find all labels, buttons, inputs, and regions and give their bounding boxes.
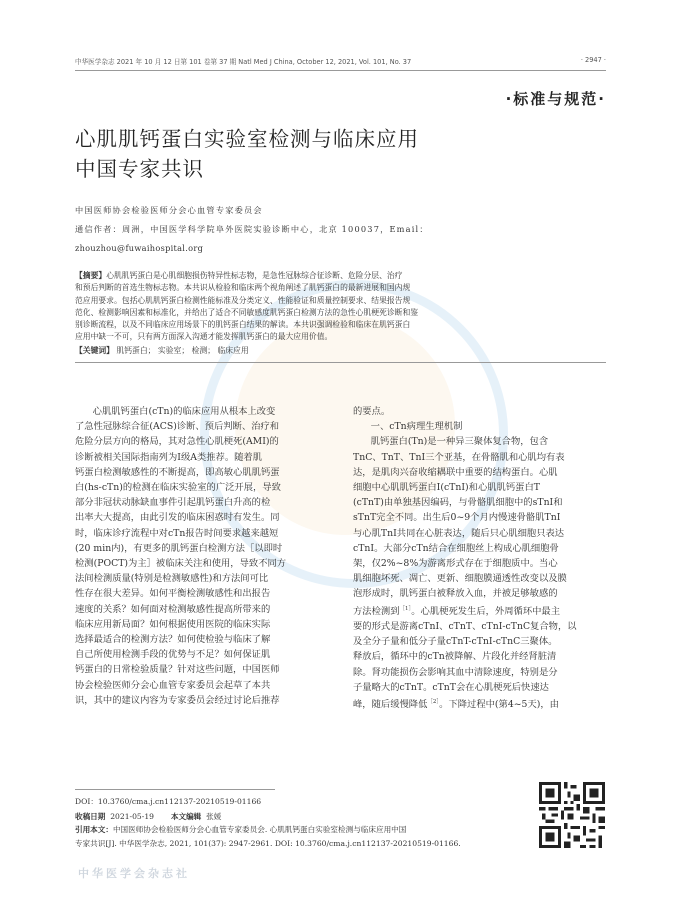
body-line: 钙蛋白的日常检验质量？针对这些问题，中国医师 xyxy=(75,664,280,676)
body-line: 性存在很大差异。如何平衡检测敏感性和出报告 xyxy=(75,588,271,600)
body-line: 危险分层方向的格局，其对急性心肌梗死(AMI)的 xyxy=(75,436,279,448)
article-title-line2: 中国专家共识 xyxy=(75,157,204,181)
body-line: 要的形式是游离cTnI、cTnT、cTnI-cTnC复合物，以 xyxy=(353,620,577,632)
body-line: 达，是肌肉兴奋收缩耦联中重要的结构蛋白。心肌 xyxy=(353,466,558,478)
abstract-line: 和预后判断的首选生物标志物。本共识从检验和临床两个视角阐述了肌钙蛋白的最新进展和国内规 xyxy=(75,283,411,293)
qr-code[interactable] xyxy=(539,782,605,848)
body-line: 了急性冠脉综合征(ACS)诊断、预后判断、治疗和 xyxy=(75,421,280,433)
body-line: 细胞中心肌肌钙蛋白I(cTnI)和心肌肌钙蛋白T xyxy=(353,482,540,494)
editor-label: 本文编辑 xyxy=(170,812,202,821)
body-line: 识，其中的建议内容为专家委员会经过讨论后推荐 xyxy=(75,694,280,706)
body-line: 白(hs-cTn)的检测在临床实验室的广泛开展，导致 xyxy=(75,482,281,494)
publisher-logo: 中华医学会杂志社 xyxy=(78,867,190,880)
body-line: 钙蛋白检测敏感性的不断提高，即高敏心肌肌钙蛋 xyxy=(75,466,280,478)
body-line: 检测(POCT)为主］被临床关注和使用，导致不同方 xyxy=(75,558,287,570)
body-line: 肌细胞坏死、凋亡、更新、细胞膜通透性改变以及膜 xyxy=(353,573,567,585)
body-line: 部分非冠状动脉缺血事件引起肌钙蛋白升高的检 xyxy=(75,497,271,509)
body-line: (20 min内)，有更多的肌钙蛋白检测方法［以即时 xyxy=(75,542,283,554)
body-line: 自己所使用检测手段的优势与不足？如何保证肌 xyxy=(75,649,271,661)
body-line: cTnI。大部分cTn结合在细胞丝上构成心肌细胞骨 xyxy=(353,542,559,554)
citation-ref[interactable]: ［1］ xyxy=(399,605,412,612)
abstract xyxy=(75,270,606,344)
article-title-line1: 心肌肌钙蛋白实验室检测与临床应用 xyxy=(75,127,419,151)
body-line: 子量略大的cTnT。cTnT会在心肌梗死后快速达 xyxy=(353,681,549,693)
keywords-list: 肌钙蛋白； 实验室； 检测； 临床应用 xyxy=(116,346,249,355)
abstract-rule xyxy=(75,362,606,363)
abstract-line: 范化、检测影响因素和标准化，并给出了适合不同敏感度肌钙蛋白检测方法的急性心肌梗死诊断和鉴 xyxy=(75,307,419,317)
received-date: 收稿日期 2021-05-19 本文编辑 张媛 xyxy=(75,812,222,821)
body-line: 架，仅2%~8%为游离形式存在于细胞质中。当心 xyxy=(353,558,558,570)
body-line: 方法检测到$^{[1]}$。心肌梗死发生后，外周循环中最主 xyxy=(353,605,561,617)
abstract-label: 【摘要】 xyxy=(75,271,107,280)
body-line: 时，临床诊疗流程中对cTn报告时间要求越来越短 xyxy=(75,527,279,539)
corresponding-author: 通信作者：周洲，中国医学科学院阜外医院实验诊断中心，北京 100037，Email： xyxy=(75,224,429,234)
keywords-label: 【关键词】 xyxy=(75,346,114,355)
section-heading: 一、cTn病理生理机制 xyxy=(370,421,463,433)
body-line: sTnT完全不同。出生后0~9个月内慢速骨骼肌TnI xyxy=(353,512,561,524)
body-line: 的要点。 xyxy=(353,406,391,417)
section-tag: ·标准与规范· xyxy=(505,90,606,108)
citation-line: 专家共识[J]. 中华医学杂志, 2021, 101(37): 2947-2961. DOI: 10.3760/cma.j.cn112137-20210519-01166. xyxy=(75,839,461,848)
body-line: TnC、TnT、TnI三个亚基，在骨骼肌和心肌均有表 xyxy=(353,451,565,463)
running-head: 中华医学杂志 2021 年 10 月 12 日第 101 卷第 37 期 Natl Med J China, October 12, 2021, Vol. 101, No. 37 xyxy=(75,58,412,66)
body-left-column xyxy=(75,404,328,708)
body-right-column xyxy=(353,404,606,712)
page-number: · 2947 · xyxy=(580,56,606,64)
abstract-line: 别诊断流程，以及不同临床应用场景下的肌钙蛋白结果的解读。本共识强调检验和临床在肌钙蛋白 xyxy=(75,320,411,330)
body-line: 与心肌TnI共同在心脏表达，随后只心肌细胞只表达 xyxy=(353,527,565,539)
body-line: 心肌肌钙蛋白(cTn)的临床应用从根本上改变 xyxy=(92,406,276,417)
body-line: 诊断被相关国际指南列为Ⅰ级A类推荐。随着肌 xyxy=(75,451,263,463)
abstract-line: 应用中缺一不可，只有两方面深入沟通才能发挥肌钙蛋白的最大应用价值。 xyxy=(75,332,333,342)
header-rule xyxy=(75,70,606,71)
doi[interactable]: DOI：10.3760/cma.j.cn112137-20210519-01166 xyxy=(75,797,262,806)
body-line: 除。肾功能损伤会影响其血中清除速度，特别是分 xyxy=(353,666,558,678)
citation xyxy=(75,823,535,851)
body-line: 泡形成时，肌钙蛋白被释放入血，并被足够敏感的 xyxy=(353,588,558,600)
author-org: 中国医师协会检验医师分会心血管专家委员会 xyxy=(75,205,263,215)
citation-label: 引用本文： xyxy=(75,825,113,834)
citation-line: 引用本文：中国医师协会检验医师分会心血管专家委员会. 心肌肌钙蛋白实验室检测与临床应用中国 xyxy=(75,825,407,834)
body-line: 速度的关系？如何面对检测敏感性提高所带来的 xyxy=(75,603,271,615)
body-line: 选择最适合的检测方法？如何使检验与临床了解 xyxy=(75,634,271,646)
body-line: 临床应用新局面？如何根据使用医院的临床实际 xyxy=(75,618,271,630)
editor-name: 张媛 xyxy=(206,812,222,821)
abstract-line: 【摘要】心肌肌钙蛋白是心肌细胞损伤特异性标志物，是急性冠脉综合征诊断、危险分层、治疗 xyxy=(75,271,403,280)
body-line: 出率大大提高，由此引发的临床困惑时有发生。同 xyxy=(75,512,280,524)
body-line: 肌钙蛋白(Tn)是一种异三聚体复合物，包含 xyxy=(370,436,549,448)
abstract-line: 范应用要求。包括心肌肌钙蛋白检测性能标准及分类定义、性能验证和质量控制要求、结果报告规 xyxy=(75,295,411,305)
body-line: 法间检测质量(特别是检测敏感性)和方法间可比 xyxy=(75,573,269,585)
body-line: 及全分子量和低分子量cTnT-cTnI-cTnC三聚体。 xyxy=(353,636,558,648)
body-line: 释放后，循环中的cTn被降解、片段化并经肾脏清 xyxy=(353,651,557,663)
corresponding-email: zhouzhou@fuwaihospital.org xyxy=(75,243,204,253)
body-line: 峰，随后缓慢降低$^{[2]}$。下降过程中(第4~5天)，由 xyxy=(353,698,559,711)
body-line: (cTnT)由单独基因编码，与骨骼肌细胞中的sTnI和 xyxy=(353,497,563,509)
body-line: 协会检验医师分会心血管专家委员会起草了本共 xyxy=(75,679,271,691)
citation-ref[interactable]: ［2］ xyxy=(427,698,440,705)
keywords xyxy=(75,345,606,356)
footer-rule xyxy=(75,789,275,790)
